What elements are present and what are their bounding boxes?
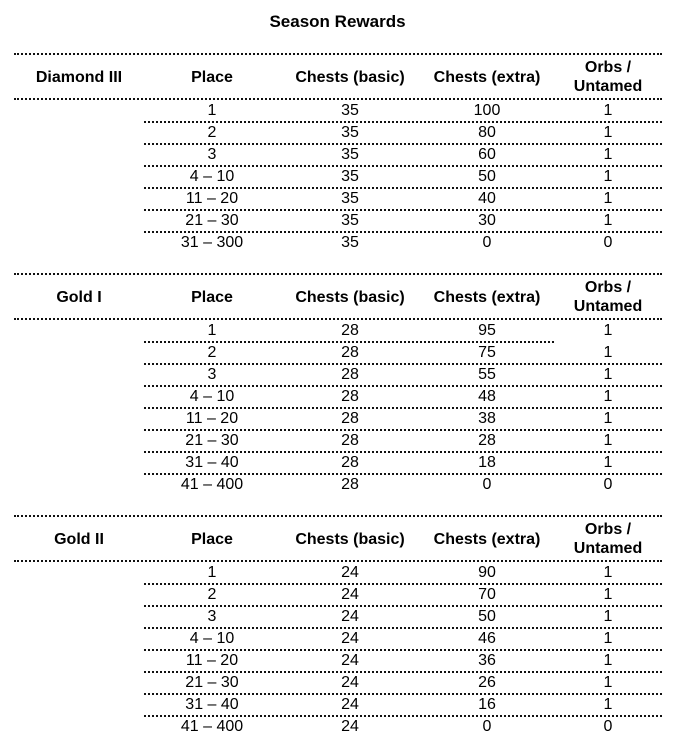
chests-basic-cell: 35 [341, 168, 359, 185]
orbs-cell: 1 [603, 168, 613, 185]
place-cell: 1 [207, 322, 217, 339]
chests-extra-cell: 46 [478, 630, 496, 647]
chests-extra-cell: 18 [478, 454, 496, 471]
orbs-cell: 1 [603, 102, 613, 119]
chests-basic-cell: 24 [341, 564, 359, 581]
place-cell: 21 – 30 [185, 212, 239, 229]
chests-extra-cell: 0 [482, 718, 492, 735]
chests-basic-cell: 24 [341, 696, 359, 713]
orbs-cell: 1 [603, 586, 613, 603]
chests-extra-cell: 60 [478, 146, 496, 163]
orbs-cell: 1 [603, 366, 613, 383]
table-row [14, 673, 662, 695]
chests-extra-cell: 36 [478, 652, 496, 669]
chests-basic-cell: 24 [341, 652, 359, 669]
table-row [14, 189, 662, 211]
chests-extra-cell: 0 [482, 476, 492, 493]
chests-basic-cell: 35 [341, 234, 359, 251]
place-cell: 31 – 300 [180, 234, 244, 251]
header-orbs-line2: Untamed [573, 298, 643, 315]
chests-basic-cell: 24 [341, 674, 359, 691]
table-header-row [14, 518, 662, 560]
header-orbs-line2: Untamed [573, 540, 643, 557]
table-row [14, 321, 662, 343]
chests-extra-cell: 38 [478, 410, 496, 427]
header-orbs-line1: Orbs / [584, 59, 632, 76]
header-chests-extra: Chests (extra) [433, 288, 541, 306]
chests-basic-cell: 24 [341, 586, 359, 603]
dotted-rule [14, 515, 662, 517]
place-cell: 11 – 20 [185, 190, 239, 207]
header-chests-basic: Chests (basic) [295, 288, 405, 306]
chests-extra-cell: 55 [478, 366, 496, 383]
table-row [14, 651, 662, 673]
header-orbs-line1: Orbs / [584, 521, 632, 538]
table-row [14, 409, 662, 431]
place-cell: 11 – 20 [185, 410, 239, 427]
page-title: Season Rewards [269, 12, 406, 31]
chests-extra-cell: 30 [478, 212, 496, 229]
chests-basic-cell: 28 [341, 410, 359, 427]
chests-basic-cell: 35 [341, 146, 359, 163]
dotted-rule [14, 53, 662, 55]
chests-extra-cell: 48 [478, 388, 496, 405]
orbs-cell: 1 [603, 410, 613, 427]
place-cell: 3 [207, 366, 217, 383]
orbs-cell: 1 [603, 454, 613, 471]
table-row [14, 563, 662, 585]
tier-name: Gold I [56, 288, 102, 306]
chests-basic-cell: 28 [341, 432, 359, 449]
header-orbs-untamed [554, 276, 662, 318]
chests-extra-cell: 100 [473, 102, 501, 119]
dotted-rule [14, 560, 662, 562]
header-orbs-line1: Orbs / [584, 279, 632, 296]
place-cell: 4 – 10 [189, 168, 235, 185]
orbs-cell: 0 [603, 476, 613, 493]
header-orbs-line2: Untamed [573, 78, 643, 95]
table-row [14, 431, 662, 453]
header-chests-basic: Chests (basic) [295, 68, 405, 86]
table-body [14, 321, 662, 497]
orbs-cell: 1 [603, 212, 613, 229]
chests-extra-cell: 0 [482, 234, 492, 251]
chests-extra-cell: 95 [478, 322, 496, 339]
chests-extra-cell: 50 [478, 608, 496, 625]
table-row [14, 123, 662, 145]
orbs-cell: 0 [603, 718, 613, 735]
place-cell: 21 – 30 [185, 674, 239, 691]
header-chests-extra: Chests (extra) [433, 68, 541, 86]
place-cell: 31 – 40 [185, 454, 239, 471]
table-row [14, 607, 662, 629]
orbs-cell: 1 [603, 146, 613, 163]
place-cell: 11 – 20 [185, 652, 239, 669]
table-row [14, 695, 662, 717]
table-body [14, 563, 662, 739]
place-cell: 2 [207, 344, 217, 361]
tier-name: Diamond III [35, 68, 123, 86]
header-orbs-untamed [554, 56, 662, 98]
chests-basic-cell: 35 [341, 102, 359, 119]
table-row [14, 453, 662, 475]
table-row [14, 343, 662, 365]
orbs-cell: 1 [603, 608, 613, 625]
chests-extra-cell: 28 [478, 432, 496, 449]
orbs-cell: 1 [603, 674, 613, 691]
chests-basic-cell: 28 [341, 476, 359, 493]
table-row [14, 233, 662, 255]
tier-name: Gold II [54, 530, 104, 548]
place-cell: 3 [207, 146, 217, 163]
chests-basic-cell: 24 [341, 630, 359, 647]
table-row [14, 211, 662, 233]
orbs-cell: 1 [603, 124, 613, 141]
chests-basic-cell: 35 [341, 190, 359, 207]
chests-extra-cell: 40 [478, 190, 496, 207]
chests-extra-cell: 70 [478, 586, 496, 603]
orbs-cell: 1 [603, 630, 613, 647]
chests-basic-cell: 28 [341, 366, 359, 383]
place-cell: 21 – 30 [185, 432, 239, 449]
chests-basic-cell: 28 [341, 388, 359, 405]
chests-extra-cell: 16 [478, 696, 496, 713]
table-row [14, 629, 662, 651]
header-orbs-untamed [554, 518, 662, 560]
table-row [14, 387, 662, 409]
table-header-row [14, 56, 662, 98]
dotted-rule [14, 98, 662, 100]
orbs-cell: 1 [603, 344, 613, 361]
place-cell: 41 – 400 [180, 476, 244, 493]
table-row [14, 585, 662, 607]
chests-basic-cell: 28 [341, 344, 359, 361]
place-cell: 3 [207, 608, 217, 625]
place-cell: 1 [207, 564, 217, 581]
place-cell: 41 – 400 [180, 718, 244, 735]
dotted-rule [14, 318, 662, 320]
table-row [14, 365, 662, 387]
chests-basic-cell: 28 [341, 322, 359, 339]
orbs-cell: 1 [603, 696, 613, 713]
chests-basic-cell: 35 [341, 124, 359, 141]
place-cell: 2 [207, 586, 217, 603]
place-cell: 4 – 10 [189, 388, 235, 405]
orbs-cell: 1 [603, 190, 613, 207]
orbs-cell: 1 [603, 432, 613, 449]
place-cell: 4 – 10 [189, 630, 235, 647]
orbs-cell: 1 [603, 322, 613, 339]
chests-extra-cell: 90 [478, 564, 496, 581]
place-cell: 2 [207, 124, 217, 141]
table-body [14, 101, 662, 255]
dotted-rule [14, 273, 662, 275]
table-row [14, 717, 662, 739]
chests-extra-cell: 75 [478, 344, 496, 361]
table-row [14, 167, 662, 189]
chests-basic-cell: 35 [341, 212, 359, 229]
chests-basic-cell: 24 [341, 718, 359, 735]
orbs-cell: 0 [603, 234, 613, 251]
place-cell: 31 – 40 [185, 696, 239, 713]
header-chests-basic: Chests (basic) [295, 530, 405, 548]
orbs-cell: 1 [603, 388, 613, 405]
header-place: Place [191, 288, 233, 306]
chests-basic-cell: 24 [341, 608, 359, 625]
chests-basic-cell: 28 [341, 454, 359, 471]
header-place: Place [191, 530, 233, 548]
orbs-cell: 1 [603, 564, 613, 581]
orbs-cell: 1 [603, 652, 613, 669]
table-row [14, 145, 662, 167]
place-cell: 1 [207, 102, 217, 119]
table-header-row [14, 276, 662, 318]
table-row [14, 101, 662, 123]
header-chests-extra: Chests (extra) [433, 530, 541, 548]
chests-extra-cell: 50 [478, 168, 496, 185]
chests-extra-cell: 80 [478, 124, 496, 141]
chests-extra-cell: 26 [478, 674, 496, 691]
header-place: Place [191, 68, 233, 86]
table-row [14, 475, 662, 497]
